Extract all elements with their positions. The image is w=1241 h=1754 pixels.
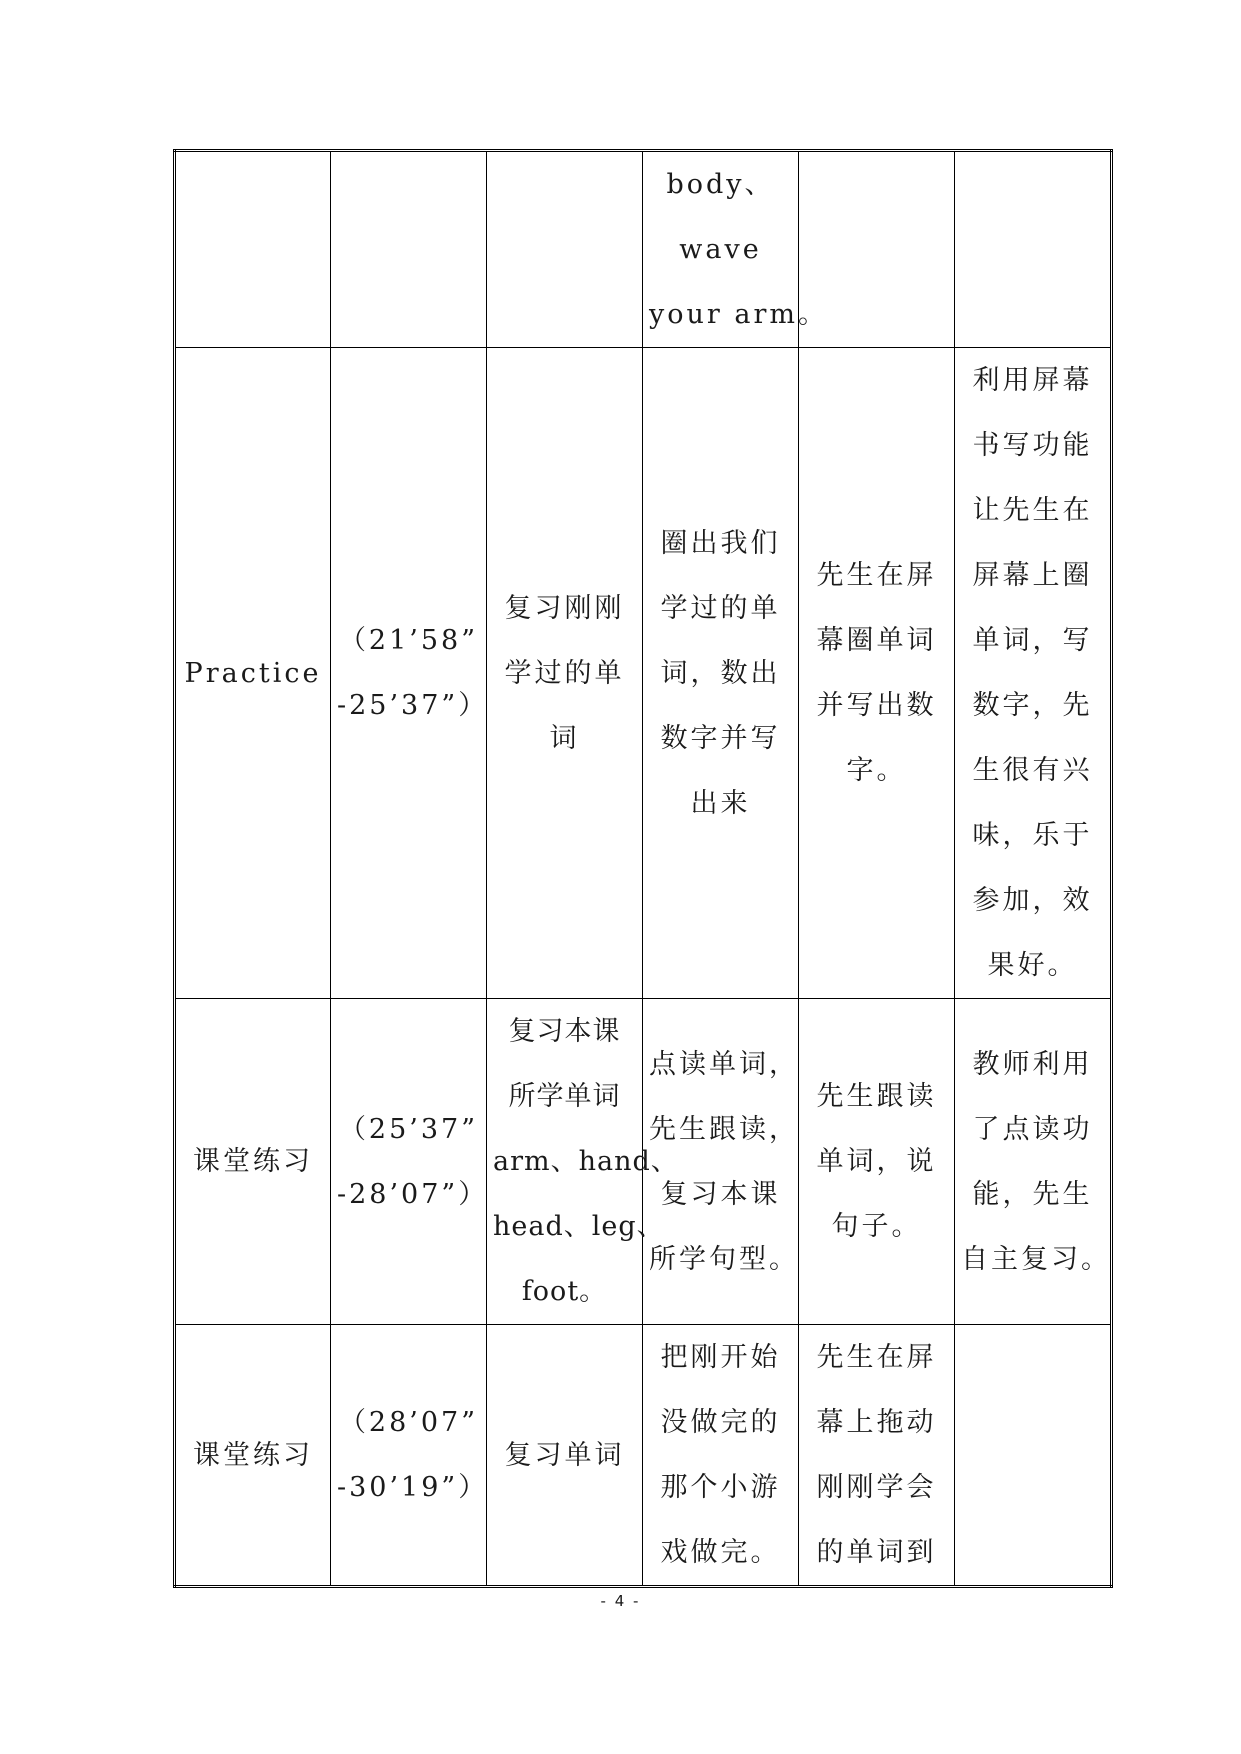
table-row xyxy=(175,999,1112,1325)
stage-cell: Practice xyxy=(175,348,331,999)
teacher-activity-cell: 点读单词， 先生跟读， 复习本课 所学句型。 xyxy=(643,999,799,1325)
content-cell: 复习本课 所学单词 arm、hand、 head、leg、 foot。 xyxy=(487,999,643,1325)
table-row xyxy=(175,348,1112,999)
note-cell: 教师利用 了点读功 能，先生 自主复习。 xyxy=(955,999,1112,1325)
time-cell: （28’07” -30’19”） xyxy=(331,1325,487,1587)
stage-cell xyxy=(175,151,331,348)
note-cell xyxy=(955,151,1112,348)
note-cell: 利用屏幕 书写功能 让先生在 屏幕上圈 单词，写 数字，先 生很有兴 味，乐于 参加，效 果好。 xyxy=(955,348,1112,999)
student-activity-cell: 先生在屏 幕圈单词 并写出数 字。 xyxy=(799,348,955,999)
student-activity-cell: 先生在屏 幕上拖动 刚刚学会 的单词到 xyxy=(799,1325,955,1587)
time-cell xyxy=(331,151,487,348)
stage-cell: 课堂练习 xyxy=(175,999,331,1325)
time-cell: （21’58” -25’37”） xyxy=(331,348,487,999)
stage-cell: 课堂练习 xyxy=(175,1325,331,1587)
table-row xyxy=(175,1325,1112,1587)
content-cell xyxy=(487,151,643,348)
note-cell xyxy=(955,1325,1112,1587)
time-cell: （25’37” -28’07”） xyxy=(331,999,487,1325)
teacher-activity-cell: 把刚开始 没做完的 那个小游 戏做完。 xyxy=(643,1325,799,1587)
teacher-activity-cell: body、 wave your arm。 xyxy=(643,151,799,348)
student-activity-cell: 先生跟读 单词，说 句子。 xyxy=(799,999,955,1325)
teacher-activity-cell: 圈出我们 学过的单 词，数出 数字并写 出来 xyxy=(643,348,799,999)
page-number: - 4 - xyxy=(600,1592,641,1610)
content-cell: 复习刚刚 学过的单 词 xyxy=(487,348,643,999)
table-row xyxy=(175,151,1112,348)
content-cell: 复习单词 xyxy=(487,1325,643,1587)
lesson-plan-table xyxy=(173,149,1113,1588)
